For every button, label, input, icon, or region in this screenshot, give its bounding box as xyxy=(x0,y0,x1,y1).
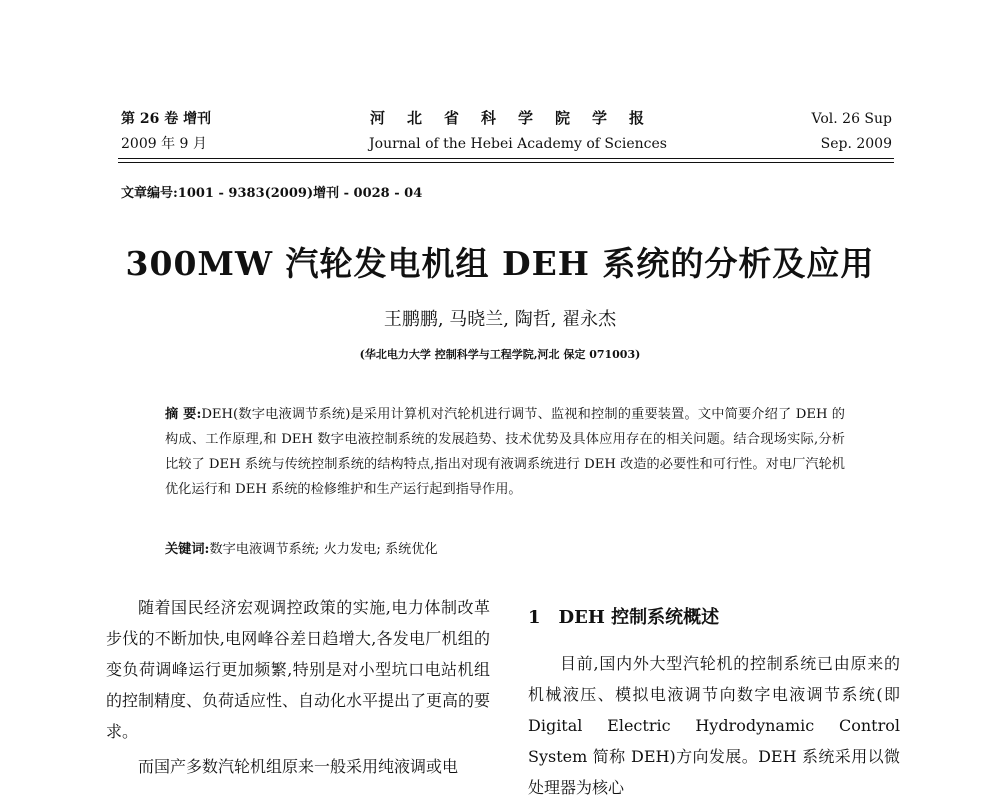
body-paragraph: 目前,国内外大型汽轮机的控制系统已由原来的机械液压、模拟电液调节向数字电液调节系统(即 Digital Electric Hydrodynamic Control System 简称 DEH)方向发展。DEH 系统采用以微处理器为核心 xyxy=(528,654,900,797)
article-number: 文章编号:1001 - 9383(2009)增刊 - 0028 - 04 xyxy=(121,186,423,201)
affiliation: (华北电力大学 控制科学与工程学院,河北 保定 071003) xyxy=(359,348,641,361)
abstract-label: 摘 要: xyxy=(165,407,202,422)
body-column-left xyxy=(106,592,490,786)
header-rule-top xyxy=(118,158,894,159)
section-heading xyxy=(528,603,719,629)
keywords-text: 数字电液调节系统; 火力发电; 系统优化 xyxy=(209,542,438,557)
journal-date-en: Sep. 2009 xyxy=(820,136,892,152)
journal-date: 2009 年 9 月 xyxy=(121,136,207,152)
keywords-label: 关键词: xyxy=(165,542,210,557)
journal-name-cn: 河北省科学院学报 xyxy=(369,109,666,127)
body-paragraph: 随着国民经济宏观调控政策的实施,电力体制改革步伐的不断加快,电网峰谷差日趋增大,各发电厂机组的变负荷调峰运行更加频繁,特别是对小型坑口电站机组的控制精度、负荷适应性、自动化水平提出了更高的要求。 xyxy=(106,598,491,741)
author-list: 王鹏鹏, 马晓兰, 陶哲, 翟永杰 xyxy=(383,309,617,330)
paper-title: 300MW 汽轮发电机组 DEH 系统的分析及应用 xyxy=(125,244,875,283)
journal-volume-en: Vol. 26 Sup xyxy=(811,111,892,127)
keywords xyxy=(165,538,438,557)
abstract-text: DEH(数字电液调节系统)是采用计算机对汽轮机进行调节、监视和控制的重要装置。文中简要介绍了 DEH 的构成、工作原理,和 DEH 数字电液控制系统的发展趋势、技术优势及具体应用存在的相关问题。结合现场实际,分析比较了 DEH 系统与传统控制系统的结构特点,指出对现有液调系统进行 DEH 改造的必要性和可行性。对电厂汽轮机优化运行和 DEH 系统的检修维护和生产运行起到指导作用。 xyxy=(165,407,845,497)
body-paragraph: 而国产多数汽轮机组原来一般采用纯液调或电 xyxy=(138,757,459,776)
body-column-right xyxy=(528,648,900,803)
header-rule-bottom xyxy=(118,162,894,163)
journal-name-en: Journal of the Hebei Academy of Sciences xyxy=(369,136,667,152)
journal-volume: 第 26 卷 增刊 xyxy=(121,111,212,127)
section-number: 1 xyxy=(528,607,541,628)
section-title: DEH 控制系统概述 xyxy=(558,607,720,628)
abstract xyxy=(165,402,845,502)
